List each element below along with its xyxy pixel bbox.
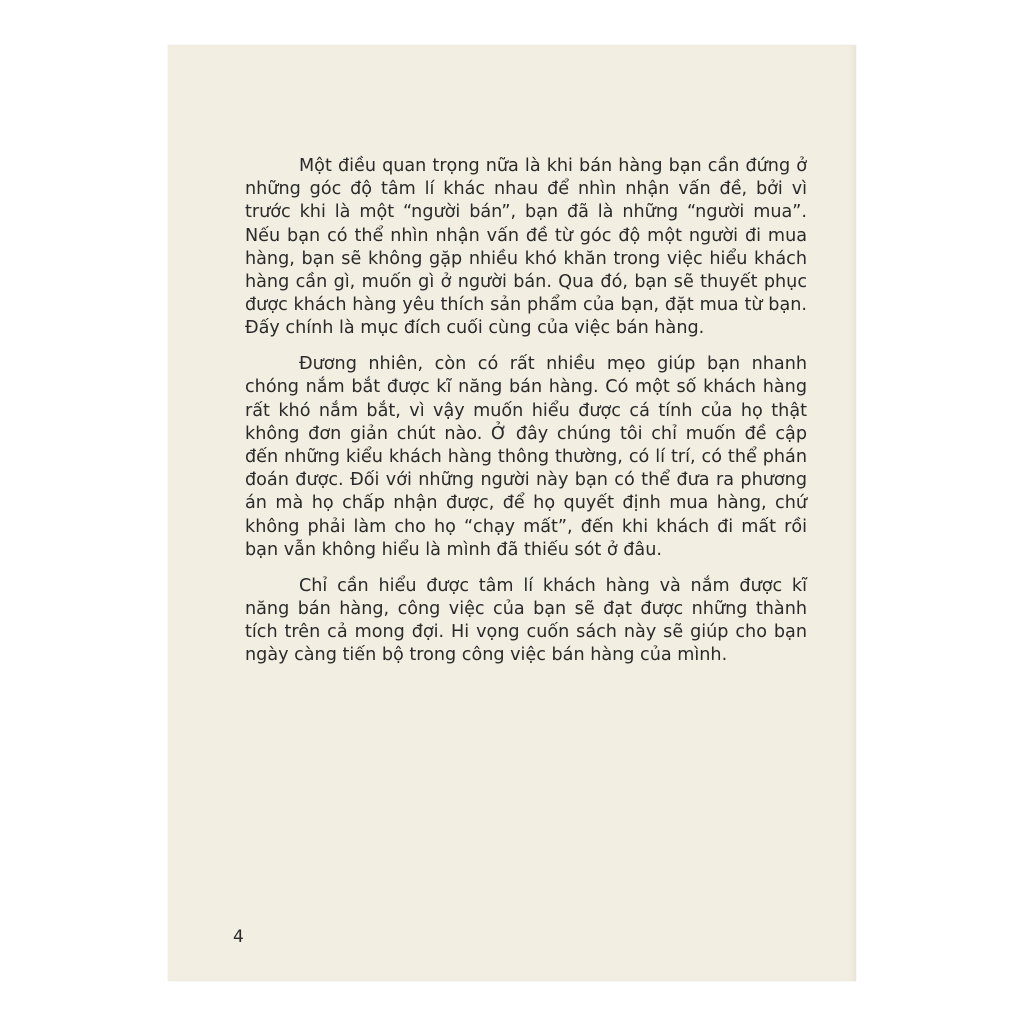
paragraph-3: Chỉ cần hiểu được tâm lí khách hàng và nắm được kĩ năng bán hàng, công việc của bạn sẽ đạt được những thành tích trên cả mong đợi. Hi vọng cuốn sách này sẽ giúp cho bạn ngày càng tiến bộ trong công việc bán hàng của mình. — [245, 575, 807, 666]
book-page — [168, 45, 856, 981]
paragraph-2: Đương nhiên, còn có rất nhiều mẹo giúp bạn nhanh chóng nắm bắt được kĩ năng bán hàng. Có một số khách hàng rất khó nắm bắt, vì vậy muốn hiểu được cá tính của họ thật không đơn giản chút nào. Ở đây chúng tôi chỉ muốn đề cập đến những kiểu khách hàng thông thường, có lí trí, có thể phán đoán được. Đối với những người này bạn có thể đưa ra phương án mà họ chấp nhận được, để họ quyết định mua hàng, chứ không phải làm cho họ “chạy mất”, đến khi khách đi mất rồi bạn vẫn không hiểu là mình đã thiếu sót ở đâu. — [245, 354, 807, 560]
page-number: 4 — [233, 927, 244, 947]
page-body-text — [245, 155, 807, 680]
paragraph-1: Một điều quan trọng nữa là khi bán hàng bạn cần đứng ở những góc độ tâm lí khác nhau để nhìn nhận vấn đề, bởi vì trước khi là một “người bán”, bạn đã là những “người mua”. Nếu bạn có thể nhìn nhận vấn đề từ góc độ một người đi mua hàng, bạn sẽ không gặp nhiều khó khăn trong việc hiểu khách hàng cần gì, muốn gì ở người bán. Qua đó, bạn sẽ thuyết phục được khách hàng yêu thích sản phẩm của bạn, đặt mua từ bạn. Đấy chính là mục đích cuối cùng của việc bán hàng. — [245, 156, 807, 339]
